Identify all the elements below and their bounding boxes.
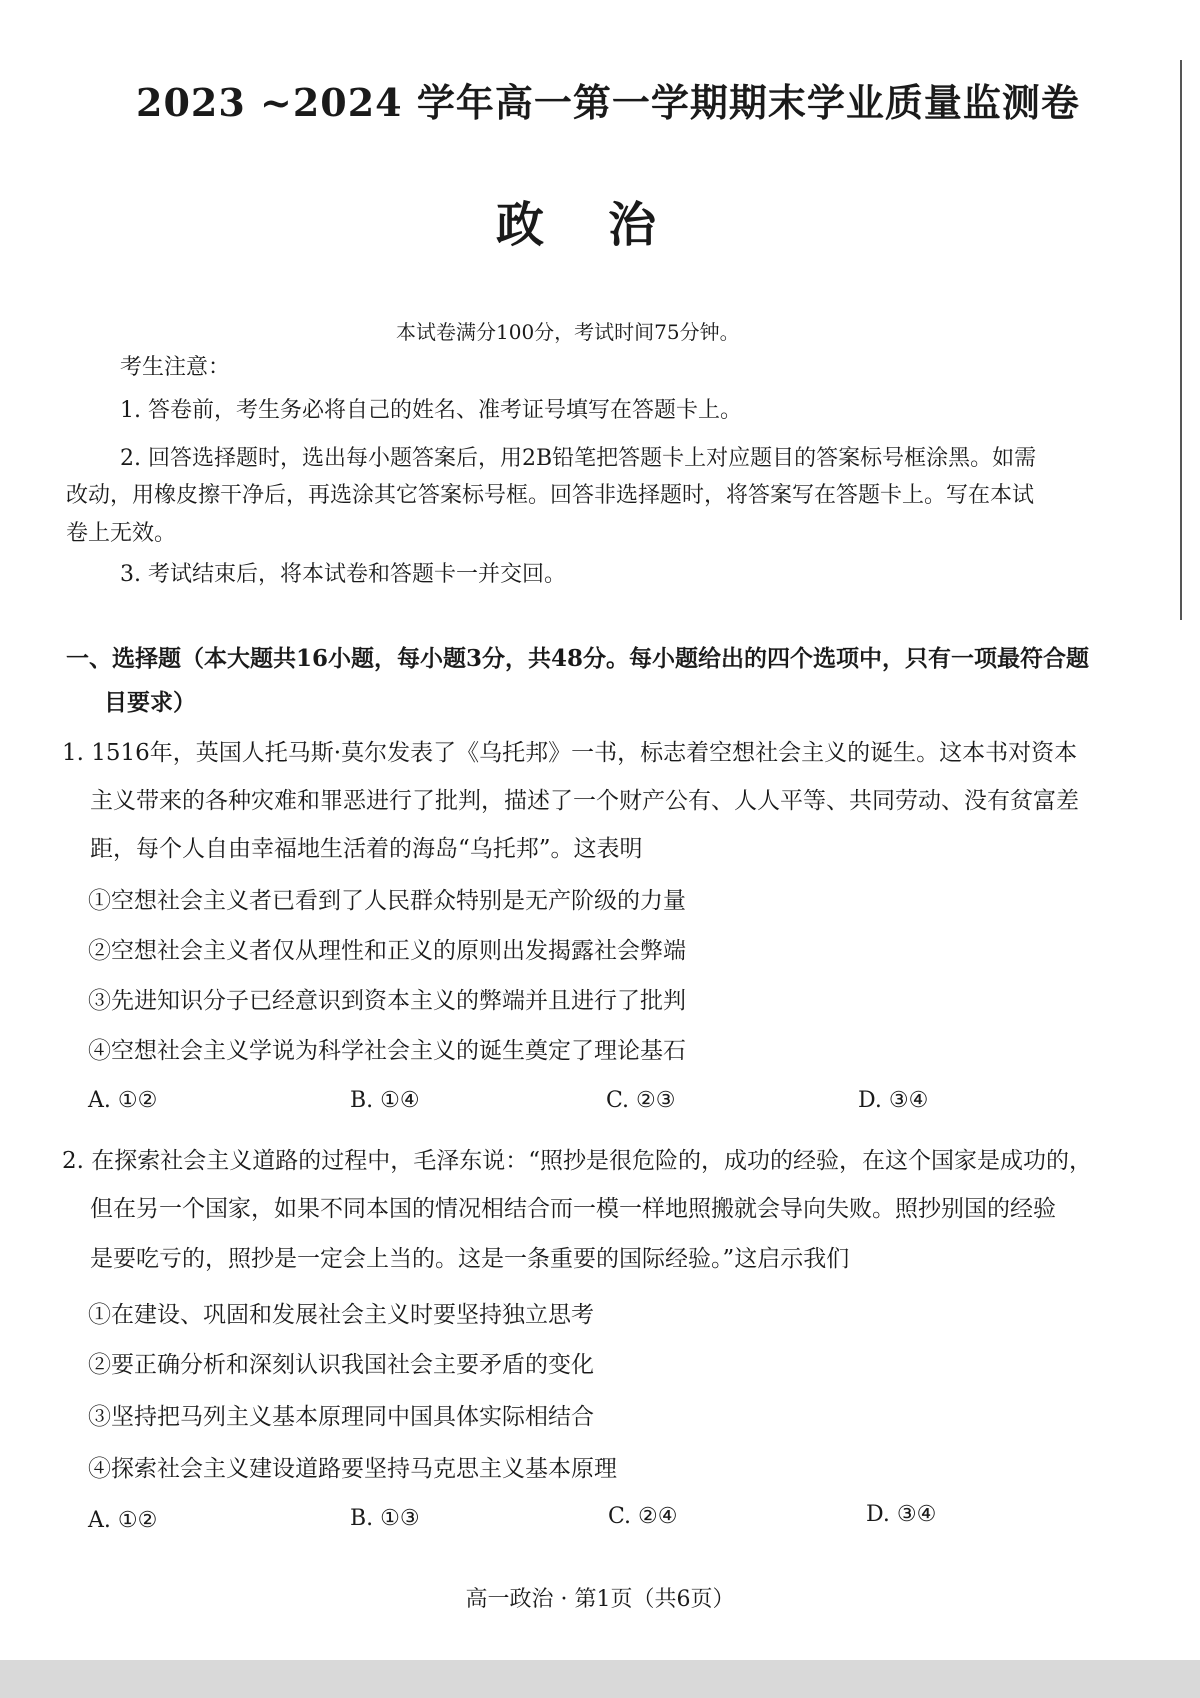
question-2-stem: 是要吃亏的，照抄是一定会上当的。这是一条重要的国际经验。”这启示我们	[90, 1246, 850, 1272]
question-1-choice-c: C. ②③	[606, 1088, 676, 1113]
question-1-stem: 1. 1516年，英国人托马斯·莫尔发表了《乌托邦》一书，标志着空想社会主义的诞生。这本书对资本	[62, 740, 1078, 766]
question-1-stem: 主义带来的各种灾难和罪恶进行了批判，描述了一个财产公有、人人平等、共同劳动、没有贫富差	[90, 788, 1079, 814]
notice-item: 2. 回答选择题时，选出每小题答案后，用2B铅笔把答题卡上对应题目的答案标号框涂黑。如需	[120, 446, 1037, 471]
question-1-choice-b: B. ①④	[350, 1088, 420, 1113]
question-2-choice-b: B. ①③	[350, 1506, 420, 1531]
notice-item: 1. 答卷前，考生务必将自己的姓名、准考证号填写在答题卡上。	[120, 398, 742, 423]
scan-bottom-band	[0, 1660, 1200, 1698]
page-footer: 高一政治 · 第1页（共6页）	[465, 1587, 735, 1612]
page-edge-line	[1180, 60, 1182, 620]
notice-item: 改动，用橡皮擦干净后，再选涂其它答案标号框。回答非选择题时，将答案写在答题卡上。写在本试	[66, 483, 1035, 508]
question-2-statement: ①在建设、巩固和发展社会主义时要坚持独立思考	[88, 1302, 594, 1328]
exam-info: 本试卷满分100分，考试时间75分钟。	[396, 320, 740, 344]
question-1-stem: 距，每个人自由幸福地生活着的海岛“乌托邦”。这表明	[90, 836, 643, 862]
question-2-statement: ②要正确分析和深刻认识我国社会主要矛盾的变化	[88, 1352, 594, 1378]
question-1-choice-d: D. ③④	[858, 1088, 929, 1113]
question-1-statement: ②空想社会主义者仅从理性和正义的原则出发揭露社会弊端	[88, 938, 686, 964]
question-2-choice-c: C. ②④	[608, 1504, 678, 1529]
subject-title: 政治	[496, 197, 721, 253]
notice-item: 3. 考试结束后，将本试卷和答题卡一并交回。	[120, 562, 566, 587]
question-1-choice-a: A. ①②	[88, 1088, 158, 1113]
question-1-statement: ③先进知识分子已经意识到资本主义的弊端并且进行了批判	[88, 988, 686, 1014]
notice-heading: 考生注意：	[120, 355, 231, 380]
question-2-stem: 但在另一个国家，如果不同本国的情况相结合而一模一样地照搬就会导向失败。照抄别国的经验	[90, 1196, 1056, 1222]
exam-title: 2023 ~2024 学年高一第一学期期末学业质量监测卷	[136, 80, 1080, 125]
section-heading-cont: 目要求）	[104, 689, 196, 716]
question-1-statement: ④空想社会主义学说为科学社会主义的诞生奠定了理论基石	[88, 1038, 686, 1064]
question-1-statement: ①空想社会主义者已看到了人民群众特别是无产阶级的力量	[88, 888, 686, 914]
question-2-stem: 2. 在探索社会主义道路的过程中，毛泽东说：“照抄是很危险的，成功的经验，在这个国家是成功的，	[62, 1148, 1093, 1174]
question-2-choice-a: A. ①②	[88, 1508, 158, 1533]
notice-item: 卷上无效。	[66, 521, 177, 546]
question-2-statement: ③坚持把马列主义基本原理同中国具体实际相结合	[88, 1404, 594, 1430]
question-2-statement: ④探索社会主义建设道路要坚持马克思主义基本原理	[88, 1456, 617, 1482]
question-2-choice-d: D. ③④	[866, 1502, 937, 1527]
section-heading: 一、选择题（本大题共16小题，每小题3分，共48分。每小题给出的四个选项中，只有一项最符合题	[66, 645, 1090, 672]
